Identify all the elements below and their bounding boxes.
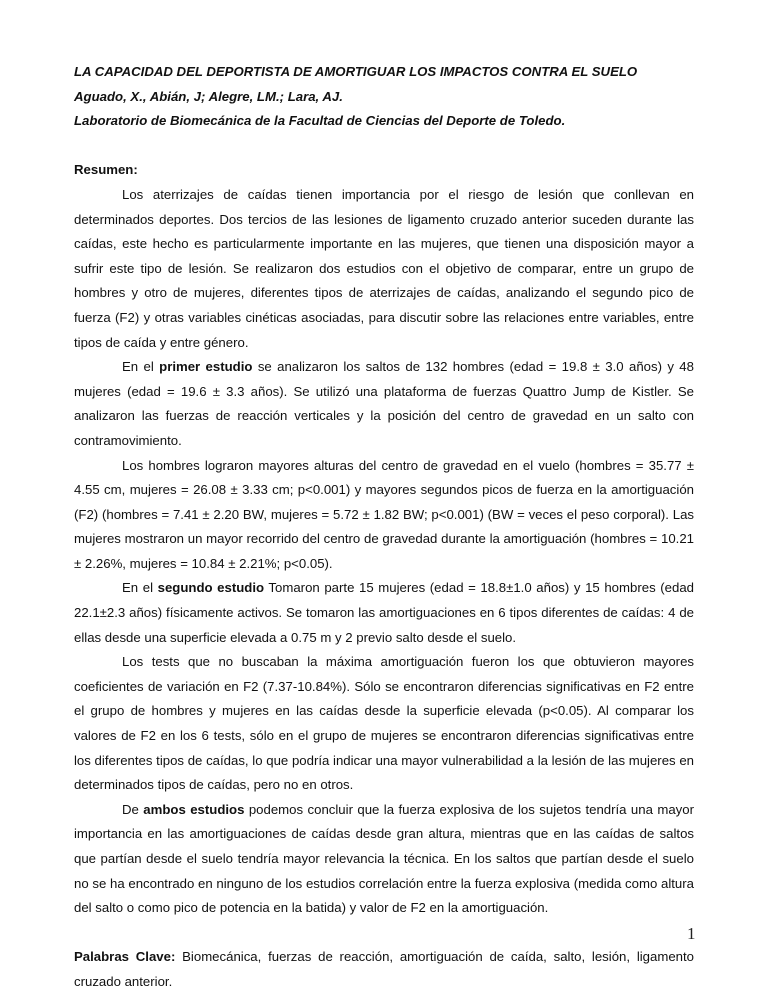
bold-term: segundo estudio (157, 580, 265, 596)
abstract-heading: Resumen: (74, 162, 138, 178)
text: Tomaron parte 15 mujeres (edad = 18.8±1.0 años) y 15 hombres (edad 22.1±2.3 años) físicamente activos. Se tomaron las amortiguaciones en 6 tipos diferentes de caídas: 4 de ellas desde una superficie elevada a 0.75 m y 2 previo salto desde el suelo. (74, 580, 694, 645)
spacer (74, 134, 694, 159)
abstract-paragraph-3: Los hombres lograron mayores alturas del centro de gravedad en el vuelo (hombres = 35.77 ± 4.55 cm, mujeres = 26.08 ± 3.33 cm; p<0.001) y mayores segundos picos de fuerza en la amortiguación (F2) (hombres = 7.41 ± 2.20 BW, mujeres = 5.72 ± 1.82 BW; p<0.001) (BW = veces el peso corporal). Las mujeres mostraron un mayor recorrido del centro de gravedad durante la amortiguación (hombres = 10.21 ± 2.26%, mujeres = 10.84 ± 2.21%; p<0.05). (74, 457, 694, 571)
abstract-paragraph-1: Los aterrizajes de caídas tienen importancia por el riesgo de lesión que conllevan en determinados deportes. Dos tercios de las lesiones de ligamento cruzado anterior suceden durante las caídas, este hecho es particularmente importante en las mujeres, que tienen una disposición mayor a sufrir este tipo de lesión. Se realizaron dos estudios con el objetivo de comparar, entre un grupo de hombres y otro de mujeres, diferentes tipos de aterrizajes de caídas, analizando el segundo pico de fuerza (F2) y otras variables cinéticas asociadas, para discutir sobre las relaciones entre variables, entre tipos de caída y entre género. (74, 186, 694, 350)
spacer (74, 921, 694, 946)
document-page (74, 60, 694, 995)
abstract-paragraph-5: Los tests que no buscaban la máxima amortiguación fueron los que obtuvieron mayores coeficientes de variación en F2 (7.37-10.84%). Sólo se encontraron diferencias significativas en F2 entre el grupo de hombres y mujeres en las caídas desde la superficie elevada (p<0.05). Al comparar los valores de F2 en los 6 tests, sólo en el grupo de mujeres se encontraron diferencias significativas entre los diferentes tipos de caídas, lo que podría indicar una mayor vulnerabilidad a la lesión de las mujeres en determinados tipos de caídas, pero no en otros. (74, 654, 694, 793)
bold-term: primer estudio (159, 359, 253, 375)
text: En el (122, 580, 158, 596)
text: se analizaron los saltos de 132 hombres (edad = 19.8 ± 3.0 años) y 48 mujeres (edad = 19.6 ± 3.3 años). Se utilizó una plataforma de fuerzas Quattro Jump de Kistler. Se analizaron las fuerzas de reacción verticales y la posición del centro de gravedad en un salto con contramovimiento. (74, 359, 694, 448)
abstract-paragraph-6 (74, 798, 694, 921)
bold-term: ambos estudios (143, 801, 245, 817)
keywords-label: Palabras Clave: (74, 949, 176, 965)
paper-authors: Aguado, X., Abián, J; Alegre, LM.; Lara, AJ. (74, 88, 343, 104)
abstract-paragraph-4 (74, 576, 694, 650)
text: De (122, 801, 144, 817)
text: En el (122, 359, 160, 375)
paper-title: LA CAPACIDAD DEL DEPORTISTA DE AMORTIGUAR LOS IMPACTOS CONTRA EL SUELO (74, 64, 638, 79)
keywords-text: Biomecánica, fuerzas de reacción, amortiguación de caída, salto, lesión, ligamento cruzado anterior. (74, 949, 694, 989)
abstract-paragraph-2 (74, 355, 694, 453)
keywords (74, 945, 694, 994)
page-number: 1 (687, 924, 696, 943)
paper-affiliation: Laboratorio de Biomecánica de la Facultad de Ciencias del Deporte de Toledo. (74, 113, 566, 129)
text: podemos concluir que la fuerza explosiva de los sujetos tendría una mayor importancia en las amortiguaciones de caídas desde gran altura, mientras que en las caídas de saltos que partían desde el suelo tendría mayor relevancia la técnica. En los saltos que partían desde el suelo no se ha encontrado en ninguno de los estudios correlación entre la fuerza explosiva (medida como altura del salto o como pico de potencia en la batida) y valor de F2 en la amortiguación. (74, 801, 694, 916)
